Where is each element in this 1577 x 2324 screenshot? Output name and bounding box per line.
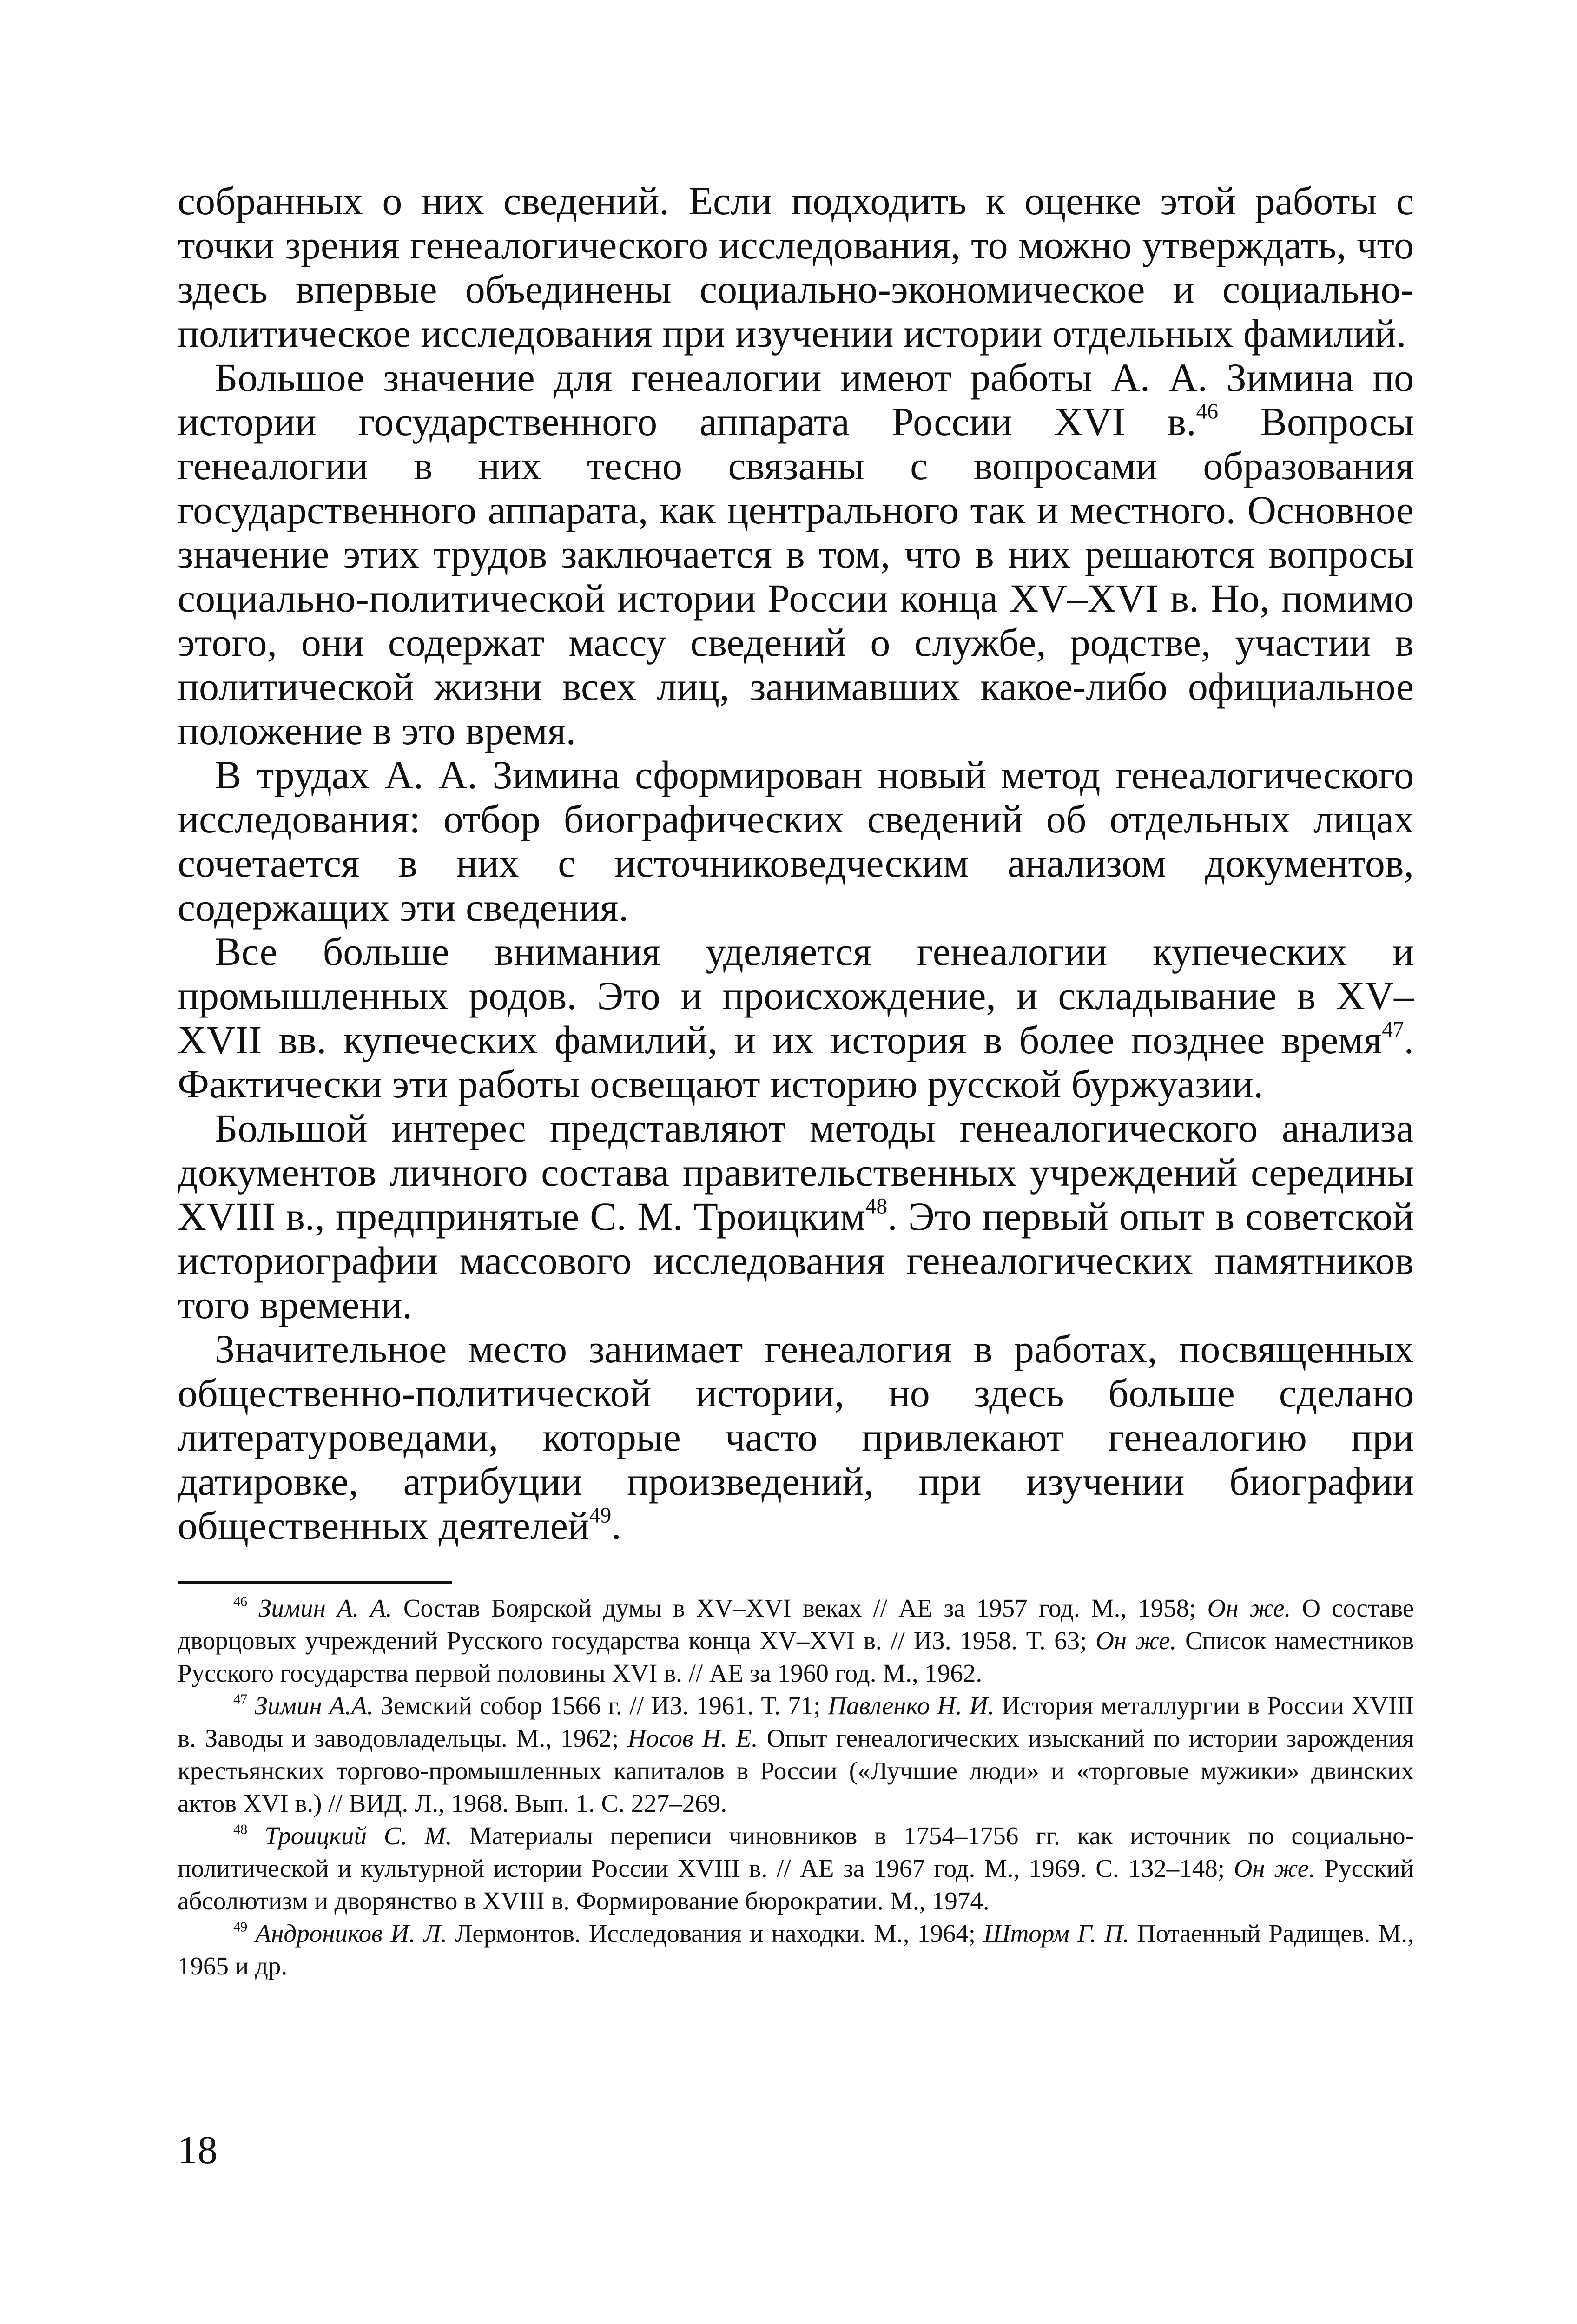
main-text (178, 179, 1414, 1548)
page-number: 18 (178, 2127, 218, 2172)
footnote-ref: 47 (1382, 1017, 1404, 1042)
footnote-ref: 49 (589, 1503, 612, 1528)
footnote-ref: 46 (1196, 399, 1218, 424)
footnote-47: $^{47}$ Зимин А.А. Земский собор 1566 г. // ИЗ. 1961. Т. 71; Павленко Н. И. История металлургии в России XVIII в. Заводы и заводовладельцы. М., 1962; Носов Н. Е. Опыт генеалогических изысканий по истории зарождения крестьянских торгово-промышленных капиталов в России («Лучшие люди» и «торговые мужики» двинских актов XVI в.) // ВИД. Л., 1968. Вып. 1. С. 227–269. (178, 1691, 1414, 1817)
paragraph-continued: собранных о них сведений. Если подходить к оценке этой работы с точки зрения генеалогического исследования, то можно утверждать, что здесь впервые объединены социально-экономическое и социально-политическое исследования при изучении истории отдельных фамилий. (178, 178, 1414, 356)
footnote-48: $^{48}$ Троицкий С. М. Материалы переписи чиновников в 1754–1756 гг. как источник по социально-политической и культурной истории России XVIII в. // АЕ за 1967 год. М., 1969. С. 132–148; Он же. Русский абсолютизм и дворянство в XVIII в. Формирование бюрократии. М., 1974. (178, 1821, 1414, 1915)
paragraph: В трудах А. А. Зимина сформирован новый метод генеалогического исследования: отбор биографических сведений об отдельных лицах сочетается в них с источниковедческим анализом документов, содержащих эти сведения. (178, 753, 1414, 930)
footnote-divider (178, 1581, 452, 1584)
paragraph: Большой интерес представляют методы генеалогического анализа документов личного состава правительственных учреждений середины XVIII в., предпринятые С. М. Троицким$^{48}$. Это первый опыт в советской историографии массового исследования генеалогических памятников того времени. (178, 1106, 1414, 1327)
paragraph: Большое значение для генеалогии имеют работы А. А. Зимина по истории государственного аппарата России XVI в.$^{46}$ Вопросы генеалогии в них тесно связаны с вопросами образования государственного аппарата, как центрального так и местного. Основное значение этих трудов заключается в том, что в них решаются вопросы социально-политической истории России конца XV–XVI в. Но, помимо этого, они содержат массу сведений о службе, родстве, участии в политической жизни всех лиц, занимавших какое-либо официальное положение в это время. (178, 355, 1414, 753)
footnotes (178, 1592, 1414, 1982)
footnote-46: $^{46}$ Зимин А. А. Состав Боярской думы в XV–XVI веках // АЕ за 1957 год. М., 1958; Он же. О составе дворцовых учреждений Русского государства конца XV–XVI в. // ИЗ. 1958. Т. 63; Он же. Список наместников Русского государства первой половины XVI в. // АЕ за 1960 год. М., 1962. (178, 1593, 1414, 1687)
footnote-49: $^{49}$ Андроников И. Л. Лермонтов. Исследования и находки. М., 1964; Шторм Г. П. Потаенный Радищев. М., 1965 и др. (178, 1919, 1414, 1980)
footnote-ref: 48 (865, 1194, 888, 1219)
paragraph: Значительное место занимает генеалогия в работах, посвященных общественно-политической истории, но здесь больше сделано литературоведами, которые часто привлекают генеалогию при датировке, атрибуции произведений, при изучении биографии общественных деятелей$^{49}$. (178, 1327, 1414, 1548)
paragraph: Все больше внимания уделяется генеалогии купеческих и промышленных родов. Это и происхождение, и складывание в XV–XVII вв. купеческих фамилий, и их история в более позднее время$^{47}$. Фактически эти работы освещают историю русской буржуазии. (178, 929, 1414, 1106)
